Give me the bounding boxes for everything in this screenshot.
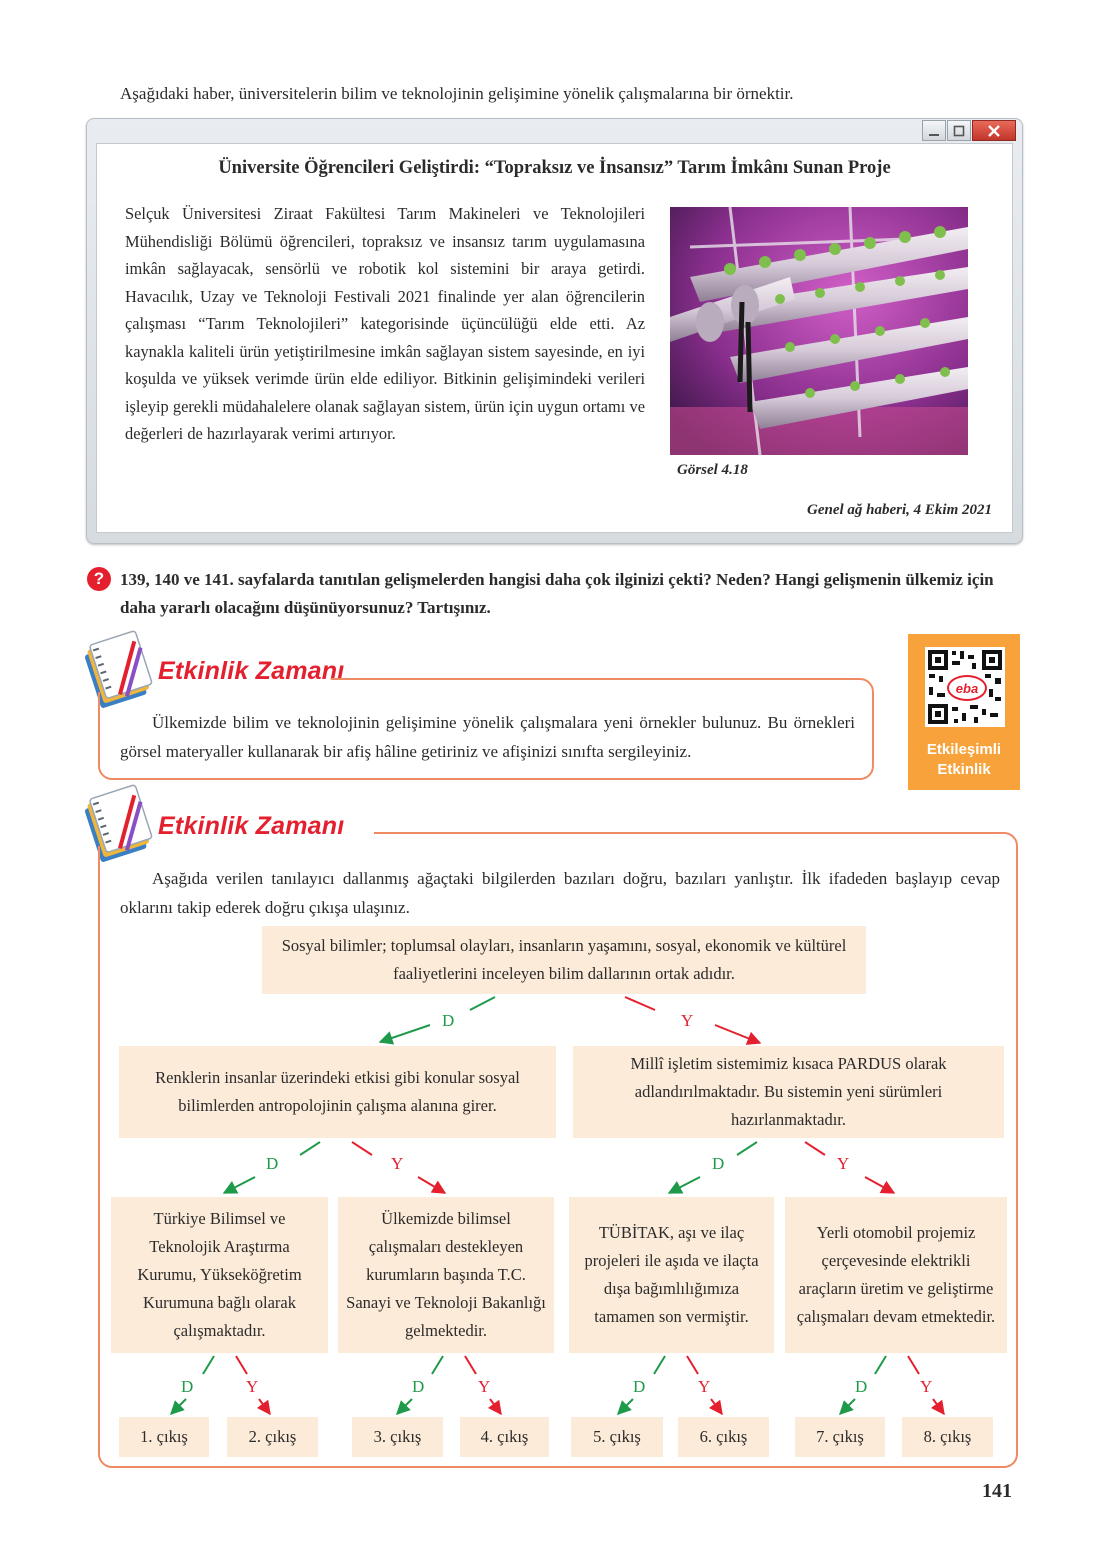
tree-node-2-a: Türkiye Bilimsel ve Teknolojik Araştırma Kurumu, Yükseköğretim Kurumuna bağlı olarak çalışmaktadır. — [111, 1197, 328, 1353]
arrow-true-root-b — [380, 1025, 430, 1042]
exit-1: 1. çıkış — [119, 1417, 209, 1457]
exit-8: 8. çıkış — [902, 1417, 993, 1457]
false-label: Y — [681, 1011, 694, 1030]
false-label: Y — [837, 1154, 850, 1173]
tree-node-1-left: Renklerin insanlar üzerindeki etkisi gibi konular sosyal bilimlerden antropolojinin çalışma alanına girer. — [119, 1046, 556, 1138]
true-label: D — [442, 1011, 455, 1030]
activity-text: Ülkemizde bilim ve teknolojinin gelişimine yönelik çalışmalara yeni örnekler bulunuz. Bu örnekleri görsel materyaller kullanarak bir afiş hâline getiriniz ve afişinizi sınıfta sergileyiniz. — [120, 713, 855, 761]
false-label: Y — [478, 1377, 491, 1396]
arrow-false-root-a — [625, 997, 655, 1010]
exit-5: 5. çıkış — [571, 1417, 663, 1457]
false-label: Y — [920, 1377, 933, 1396]
tree-node-2-c: TÜBİTAK, aşı ve ilaç projeleri ile aşıda ve ilaçta dışa bağımlılığımıza tamamen son vermiştir. — [569, 1197, 774, 1353]
arrow-false-root-b — [715, 1025, 760, 1043]
true-label: D — [855, 1377, 868, 1396]
true-label: D — [633, 1377, 646, 1396]
tree-node-2-d: Yerli otomobil projemiz çerçevesinde elektrikli araçların üretim ve geliştirme çalışmaları devam etmektedir. — [785, 1197, 1007, 1353]
true-label: D — [266, 1154, 279, 1173]
true-label: D — [412, 1377, 425, 1396]
false-label: Y — [246, 1377, 259, 1396]
question-icon: ? — [87, 567, 111, 591]
activity-title: Etkinlik Zamanı — [158, 812, 345, 840]
activity-title: Etkinlik Zamanı — [158, 657, 345, 685]
tree-node-1-right: Millî işletim sistemimiz kısaca PARDUS olarak adlandırılmaktadır. Bu sistemin yeni sürümleri hazırlanmaktadır. — [573, 1046, 1004, 1138]
false-label: Y — [698, 1377, 711, 1396]
photo-caption: Görsel 4.18 — [677, 462, 748, 478]
tree-root: Sosyal bilimler; toplumsal olayları, insanların yaşamını, sosyal, ekonomik ve kültürel faaliyetlerini inceleyen bilim dallarının ortak adıdır. — [262, 926, 866, 994]
tree-node-2-b: Ülkemizde bilimsel çalışmaları destekleyen kurumların başında T.C. Sanayi ve Teknoloji Bakanlığı gelmektedir. — [338, 1197, 554, 1353]
intro-text: Aşağıdaki haber, üniversitelerin bilim ve teknolojinin gelişimine yönelik çalışmalarına bir örnektir. — [120, 84, 794, 103]
exit-7: 7. çıkış — [795, 1417, 885, 1457]
discussion-question: 139, 140 ve 141. sayfalarda tanıtılan gelişmelerden hangisi daha çok ilginizi çekti? Neden? Hangi gelişmenin ülkemiz için daha yararlı olacağını düşünüyorsunuz? Tartışınız. — [120, 570, 994, 617]
news-title: Üniversite Öğrencileri Geliştirdi: “Topraksız ve İnsansız” Tarım İmkânı Sunan Proje — [218, 158, 891, 178]
eba-logo: eba — [947, 675, 987, 701]
news-body: Selçuk Üniversitesi Ziraat Fakültesi Tarım Makineleri ve Teknolojileri Mühendisliği Bölümü öğrencileri, topraksız ve insansız tarım uygulamasına imkân sağlayacak, sensörlü ve robotik kol sistemini bir araya getirdi. Havacılık, Uzay ve Teknoloji Festivali 2021 finalinde yer alan öğrencilerin çalışması “Tarım Teknolojileri” kategorisinde üçüncülüğü elde etti. Az kaynakla kaliteli ürün yetiştirilmesine imkân sağlayan sistem sayesinde, en iyi koşulda ve yüksek verimde ürün elde ediliyor. Bitkinin gelişimindeki verileri işleyip gerekli müdahalelere olanak sağlayan sistem, ürün için uygun ortamı ve değerleri de hazırlayarak verimi artırıyor. — [125, 204, 645, 443]
exit-2: 2. çıkış — [227, 1417, 318, 1457]
tree-instructions: Aşağıda verilen tanılayıcı dallanmış ağaçtaki bilgilerden bazıları doğru, bazıları yanlıştır. İlk ifadeden başlayıp cevap oklarını takip ederek doğru çıkışa ulaşınız. — [120, 869, 1000, 917]
arrow-true-root-a — [470, 997, 495, 1010]
page-number: 141 — [982, 1480, 1012, 1502]
news-source: Genel ağ haberi, 4 Ekim 2021 — [806, 502, 992, 518]
exit-3: 3. çıkış — [352, 1417, 443, 1457]
true-label: D — [712, 1154, 725, 1173]
qr-label: Etkileşimli Etkinlik — [926, 741, 1002, 778]
true-label: D — [181, 1377, 194, 1396]
false-label: Y — [391, 1154, 404, 1173]
exit-6: 6. çıkış — [678, 1417, 769, 1457]
exit-4: 4. çıkış — [460, 1417, 549, 1457]
